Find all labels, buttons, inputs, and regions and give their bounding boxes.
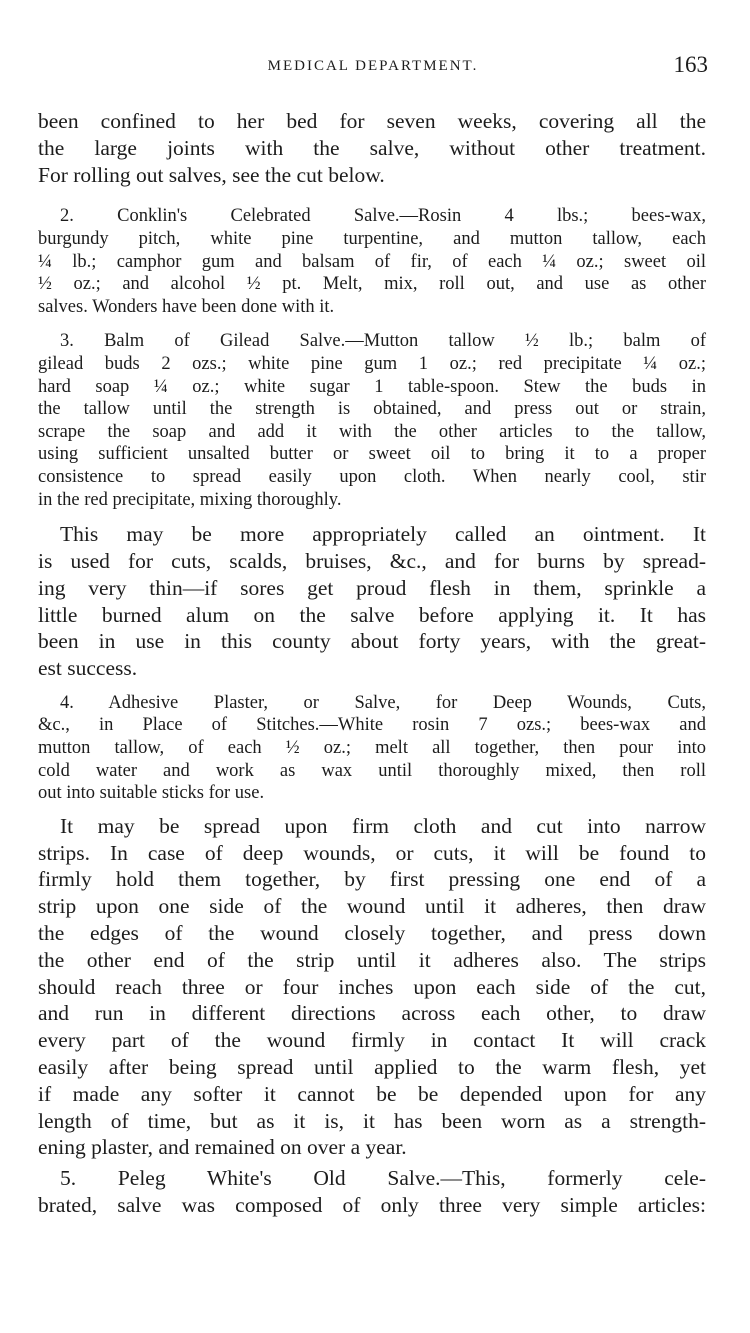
text-line: if made any softer it cannot be be depended upon for any bbox=[38, 1081, 706, 1106]
paragraph-continuation bbox=[38, 108, 706, 188]
text-line: in the red precipitate, mixing thoroughly. bbox=[38, 489, 342, 510]
text-line: ing very thin—if sores get proud flesh in them, sprinkle a bbox=[38, 575, 706, 600]
text-line: est success. bbox=[38, 656, 138, 681]
text-line: the edges of the wound closely together, and press down bbox=[38, 921, 706, 946]
text-line: For rolling out salves, see the cut below. bbox=[38, 162, 385, 187]
text-line: out into suitable sticks for use. bbox=[38, 783, 265, 804]
text-line: been in use in this county about forty years, with the great- bbox=[38, 629, 706, 654]
recipe-conklins-salve bbox=[38, 205, 706, 318]
page-number: 163 bbox=[673, 52, 708, 77]
text-line: 2. Conklin's Celebrated Salve.—Rosin 4 lbs.; bees-wax, bbox=[60, 206, 706, 227]
paragraph-ointment-note bbox=[38, 521, 706, 682]
text-line: 3. Balm of Gilead Salve.—Mutton tallow ½ lb.; balm of bbox=[60, 331, 706, 352]
recipe-balm-of-gilead bbox=[38, 330, 706, 511]
text-line: 4. Adhesive Plaster, or Salve, for Deep Wounds, Cuts, bbox=[60, 692, 706, 713]
text-line: been confined to her bed for seven weeks, covering all the bbox=[38, 109, 706, 133]
text-line: and run in different directions across each other, to draw bbox=[38, 1001, 706, 1026]
text-line: the other end of the strip until it adheres also. The strips bbox=[38, 947, 706, 972]
text-line: is used for cuts, scalds, bruises, &c., and for burns by spread- bbox=[38, 548, 706, 573]
text-line: burgundy pitch, white pine turpentine, and mutton tallow, each bbox=[38, 228, 706, 249]
text-line: ¼ lb.; camphor gum and balsam of fir, of each ¼ oz.; sweet oil bbox=[38, 251, 706, 272]
text-line: gilead buds 2 ozs.; white pine gum 1 oz.; red precipitate ¼ oz.; bbox=[38, 353, 706, 374]
text-line: This may be more appropriately called an ointment. It bbox=[60, 522, 706, 547]
text-line: scrape the soap and add it with the other articles to the tallow, bbox=[38, 421, 706, 442]
text-line: easily after being spread until applied to the warm flesh, yet bbox=[38, 1055, 706, 1080]
text-line: salves. Wonders have been done with it. bbox=[38, 296, 335, 317]
text-line: the large joints with the salve, without other treatment. bbox=[38, 135, 706, 160]
text-line: brated, salve was composed of only three very simple articles: bbox=[38, 1193, 706, 1218]
text-line: ening plaster, and remained on over a year. bbox=[38, 1135, 407, 1160]
paragraph-plaster-usage bbox=[38, 813, 706, 1161]
body-text bbox=[38, 108, 706, 1219]
text-line: the tallow until the strength is obtained, and press out or strain, bbox=[38, 399, 706, 420]
text-line: strips. In case of deep wounds, or cuts, it will be found to bbox=[38, 840, 706, 865]
text-line: length of time, but as it is, it has been worn as a strength- bbox=[38, 1108, 706, 1133]
text-line: &c., in Place of Stitches.—White rosin 7 ozs.; bees-wax and bbox=[38, 715, 706, 736]
running-head bbox=[38, 52, 708, 82]
text-line: strip upon one side of the wound until it adheres, then draw bbox=[38, 894, 706, 919]
running-title: MEDICAL DEPARTMENT. bbox=[267, 58, 479, 74]
text-line: every part of the wound firmly in contact It will crack bbox=[38, 1028, 706, 1053]
text-line: using sufficient unsalted butter or sweet oil to bring it to a proper bbox=[38, 444, 706, 465]
text-line: should reach three or four inches upon each side of the cut, bbox=[38, 974, 706, 999]
text-line: firmly hold them together, by first pressing one end of a bbox=[38, 867, 706, 892]
text-line: little burned alum on the salve before applying it. It has bbox=[38, 602, 706, 627]
text-line: It may be spread upon firm cloth and cut into narrow bbox=[60, 813, 706, 838]
text-line: 5. Peleg White's Old Salve.—This, formerly cele- bbox=[60, 1166, 706, 1191]
recipe-peleg-white bbox=[38, 1165, 706, 1219]
text-line: hard soap ¼ oz.; white sugar 1 table-spoon. Stew the buds in bbox=[38, 376, 706, 397]
text-line: mutton tallow, of each ½ oz.; melt all together, then pour into bbox=[38, 738, 706, 759]
text-line: consistence to spread easily upon cloth. When nearly cool, stir bbox=[38, 466, 706, 487]
text-line: cold water and work as wax until thoroughly mixed, then roll bbox=[38, 760, 706, 781]
recipe-adhesive-plaster bbox=[38, 692, 706, 805]
text-line: ½ oz.; and alcohol ½ pt. Melt, mix, roll out, and use as other bbox=[38, 274, 706, 295]
